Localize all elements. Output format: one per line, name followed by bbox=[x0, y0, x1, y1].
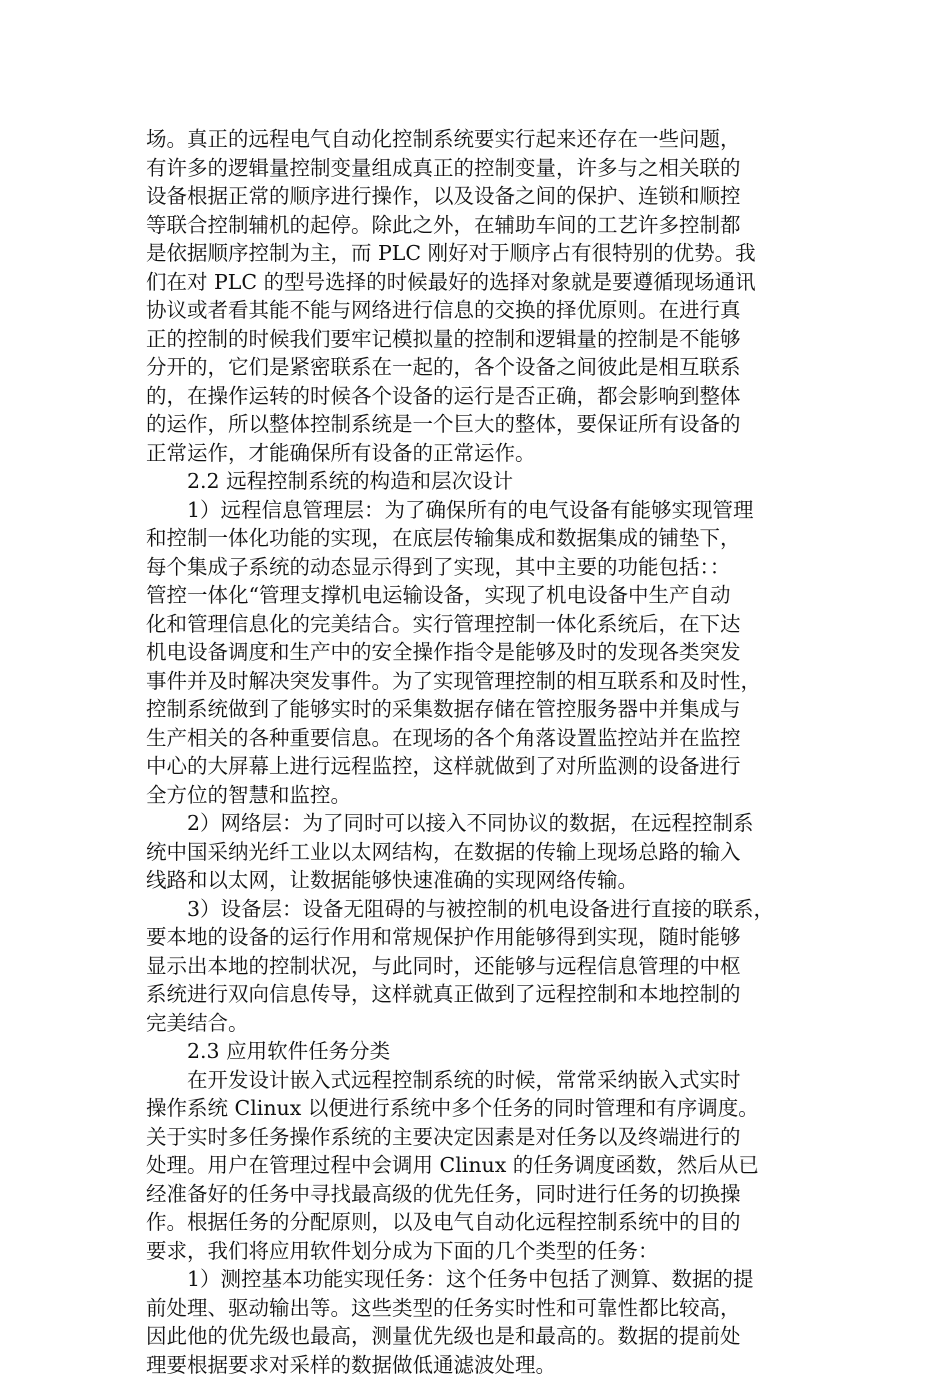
text-line: 因此他的优先级也最高，测量优先级也是和最高的。数据的提前处 bbox=[146, 1322, 816, 1351]
text-line: 的，在操作运转的时候各个设备的运行是否正确，都会影响到整体 bbox=[146, 382, 816, 411]
text-line: 2）网络层：为了同时可以接入不同协议的数据，在远程控制系 bbox=[146, 809, 816, 838]
document-body bbox=[146, 125, 816, 1379]
text-line: 控制系统做到了能够实时的采集数据存储在管控服务器中并集成与 bbox=[146, 695, 816, 724]
text-line: 关于实时多任务操作系统的主要决定因素是对任务以及终端进行的 bbox=[146, 1123, 816, 1152]
text-line: 1）远程信息管理层：为了确保所有的电气设备有能够实现管理 bbox=[146, 496, 816, 525]
text-line: 化和管理信息化的完美结合。实行管理控制一体化系统后，在下达 bbox=[146, 610, 816, 639]
text-line: 协议或者看其能不能与网络进行信息的交换的择优原则。在进行真 bbox=[146, 296, 816, 325]
text-line: 分开的，它们是紧密联系在一起的，各个设备之间彼此是相互联系 bbox=[146, 353, 816, 382]
text-line: 正常运作，才能确保所有设备的正常运作。 bbox=[146, 439, 816, 468]
text-line: 等联合控制辅机的起停。除此之外，在辅助车间的工艺许多控制都 bbox=[146, 211, 816, 240]
text-line: 统中国采纳光纤工业以太网结构，在数据的传输上现场总路的输入 bbox=[146, 838, 816, 867]
text-line: 完美结合。 bbox=[146, 1009, 816, 1038]
text-line: 在开发设计嵌入式远程控制系统的时候，常常采纳嵌入式实时 bbox=[146, 1066, 816, 1095]
text-line: 操作系统 Clinux 以便进行系统中多个任务的同时管理和有序调度。 bbox=[146, 1094, 816, 1123]
text-line: 3）设备层：设备无阻碍的与被控制的机电设备进行直接的联系， bbox=[146, 895, 816, 924]
text-line: 设备根据正常的顺序进行操作，以及设备之间的保护、连锁和顺控 bbox=[146, 182, 816, 211]
text-line: 每个集成子系统的动态显示得到了实现，其中主要的功能包括：： bbox=[146, 553, 816, 582]
text-line: 处理。用户在管理过程中会调用 Clinux 的任务调度函数，然后从已 bbox=[146, 1151, 816, 1180]
text-line: 作。根据任务的分配原则，以及电气自动化远程控制系统中的目的 bbox=[146, 1208, 816, 1237]
text-line: 生产相关的各种重要信息。在现场的各个角落设置监控站并在监控 bbox=[146, 724, 816, 753]
text-line: 1）测控基本功能实现任务：这个任务中包括了测算、数据的提 bbox=[146, 1265, 816, 1294]
text-line: 是依据顺序控制为主，而 PLC 刚好对于顺序占有很特别的优势。我 bbox=[146, 239, 816, 268]
text-line: 要本地的设备的运行作用和常规保护作用能够得到实现，随时能够 bbox=[146, 923, 816, 952]
text-line: 和控制一体化功能的实现，在底层传输集成和数据集成的铺垫下， bbox=[146, 524, 816, 553]
text-line: 2.3 应用软件任务分类 bbox=[146, 1037, 816, 1066]
text-line: 管控一体化“管理支撑机电运输设备，实现了机电设备中生产自动 bbox=[146, 581, 816, 610]
text-line: 的运作，所以整体控制系统是一个巨大的整体，要保证所有设备的 bbox=[146, 410, 816, 439]
text-line: 有许多的逻辑量控制变量组成真正的控制变量，许多与之相关联的 bbox=[146, 154, 816, 183]
text-line: 场。真正的远程电气自动化控制系统要实行起来还存在一些问题， bbox=[146, 125, 816, 154]
text-line: 们在对 PLC 的型号选择的时候最好的选择对象就是要遵循现场通讯 bbox=[146, 268, 816, 297]
text-line: 显示出本地的控制状况，与此同时，还能够与远程信息管理的中枢 bbox=[146, 952, 816, 981]
text-line: 2.2 远程控制系统的构造和层次设计 bbox=[146, 467, 816, 496]
text-line: 正的控制的时候我们要牢记模拟量的控制和逻辑量的控制是不能够 bbox=[146, 325, 816, 354]
text-line: 机电设备调度和生产中的安全操作指令是能够及时的发现各类突发 bbox=[146, 638, 816, 667]
text-line: 全方位的智慧和监控。 bbox=[146, 781, 816, 810]
text-line: 事件并及时解决突发事件。为了实现管理控制的相互联系和及时性， bbox=[146, 667, 816, 696]
text-line: 中心的大屏幕上进行远程监控，这样就做到了对所监测的设备进行 bbox=[146, 752, 816, 781]
text-line: 经准备好的任务中寻找最高级的优先任务，同时进行任务的切换操 bbox=[146, 1180, 816, 1209]
text-line: 线路和以太网，让数据能够快速准确的实现网络传输。 bbox=[146, 866, 816, 895]
text-line: 系统进行双向信息传导，这样就真正做到了远程控制和本地控制的 bbox=[146, 980, 816, 1009]
text-line: 理要根据要求对采样的数据做低通滤波处理。 bbox=[146, 1351, 816, 1379]
text-line: 前处理、驱动输出等。这些类型的任务实时性和可靠性都比较高， bbox=[146, 1294, 816, 1323]
text-line: 要求，我们将应用软件划分成为下面的几个类型的任务： bbox=[146, 1237, 816, 1266]
